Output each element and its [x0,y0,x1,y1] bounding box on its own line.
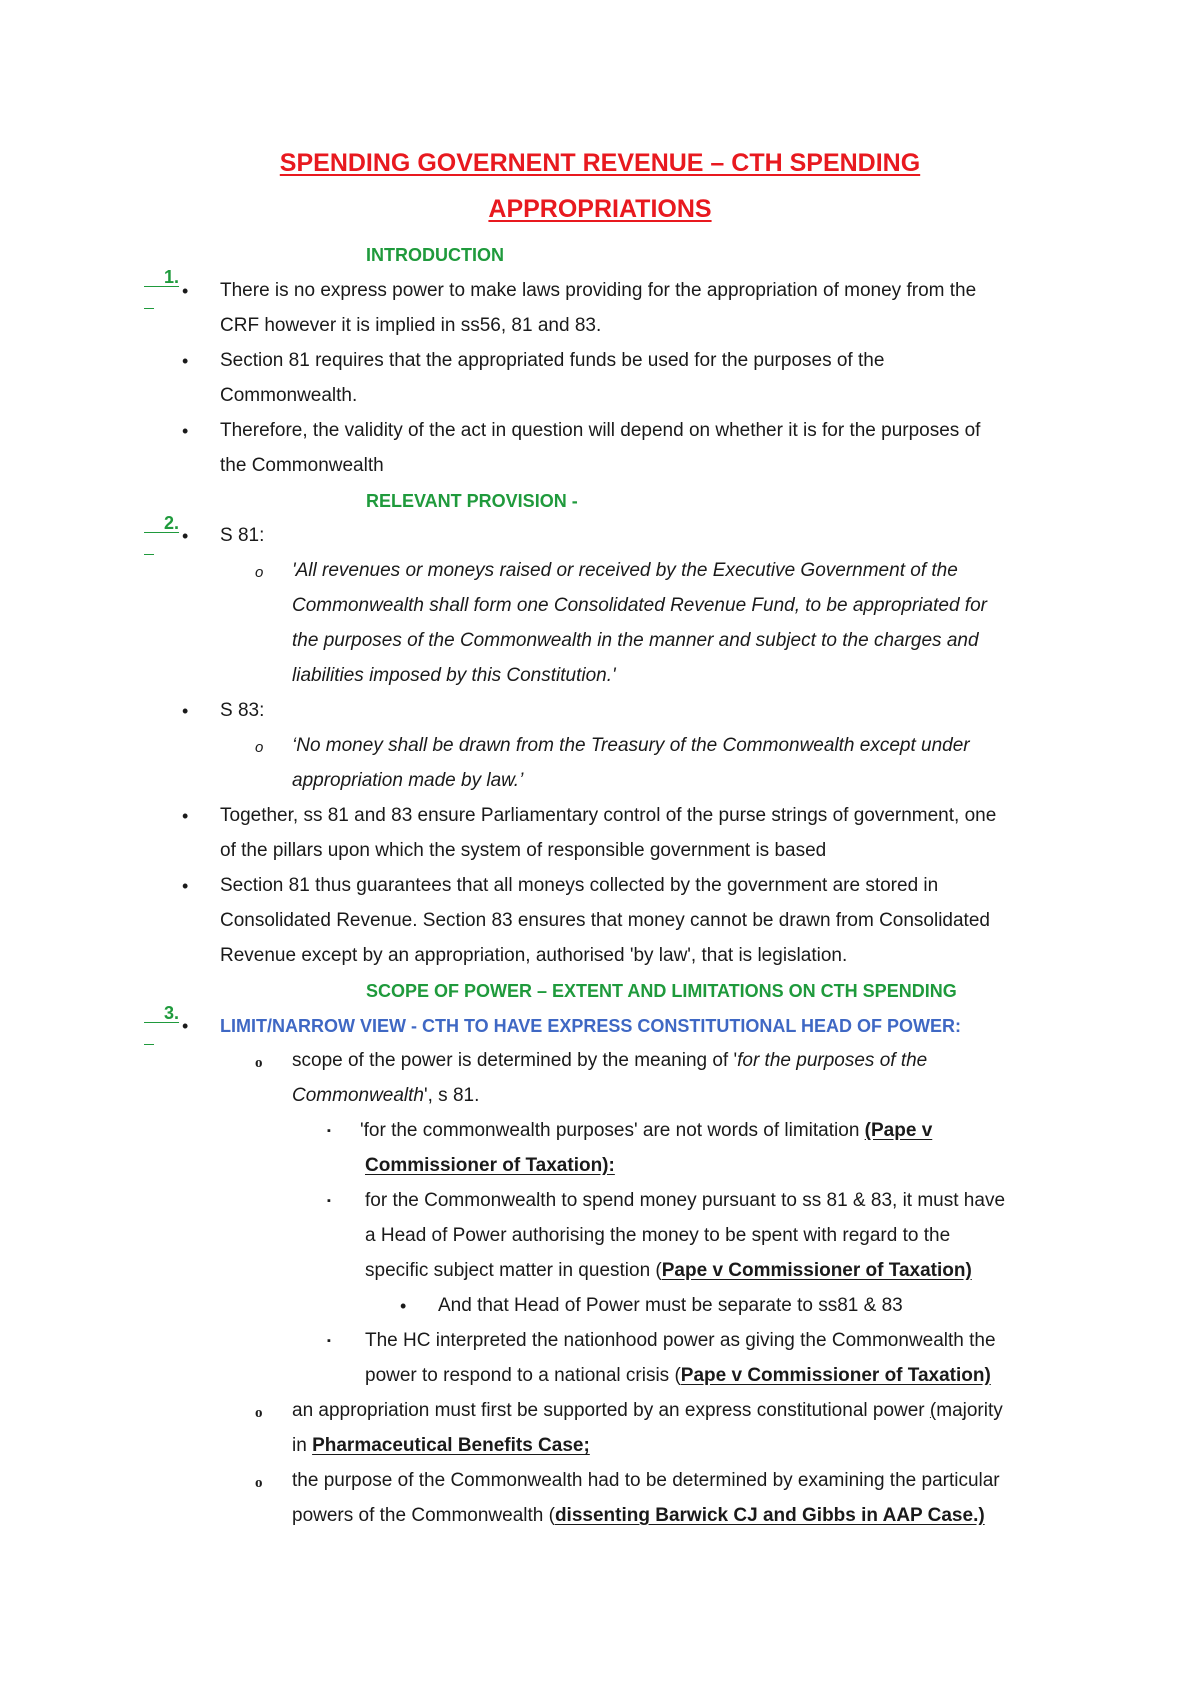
circle-bullet-icon: o [255,739,264,756]
scope-point-b-cont: in Pharmaceutical Benefits Case; [292,1435,590,1456]
quote-s83: appropriation made by law.’ [292,770,524,791]
quote-s81: 'All revenues or moneys raised or received by the Executive Government of the [292,560,958,581]
quote-s81: liabilities imposed by this Constitution.' [292,665,616,686]
section-number: 1. [164,267,180,287]
bullet-icon: • [182,281,189,301]
circle-bullet-icon: o [255,1405,263,1421]
intro-text: There is no express power to make laws providing for the appropriation of money from the [220,280,977,301]
section-title: INTRODUCTION [366,245,504,265]
quote-s81: Commonwealth shall form one Consolidated Revenue Fund, to be appropriated for [292,595,987,616]
square-bullet-icon: ▪ [327,1125,331,1137]
circle-bullet-icon: o [255,1475,263,1491]
section-title: SCOPE OF POWER – EXTENT AND LIMITATIONS ON CTH SPENDING [366,981,957,1001]
scope-point-c-cont: powers of the Commonwealth (dissenting Barwick CJ and Gibbs in AAP Case.) [292,1505,985,1526]
case-citation: Pape v Commissioner of Taxation) [680,1365,991,1386]
provision-text: of the pillars upon which the system of responsible government is based [220,840,827,861]
case-citation: Commissioner of Taxation): [365,1155,615,1176]
bullet-icon: • [182,421,189,441]
bullet-icon: • [182,701,189,721]
provision-text: Together, ss 81 and 83 ensure Parliamentary control of the purse strings of government, one [220,805,997,826]
provision-text: Section 81 thus guarantees that all moneys collected by the government are stored in [220,875,939,896]
scope-subsubpoint: And that Head of Power must be separate to ss81 & 83 [438,1295,903,1316]
bullet-icon: • [182,876,189,896]
intro-text: CRF however it is implied in ss56, 81 and 83. [220,315,602,336]
bullet-icon: • [182,351,189,371]
scope-subpoint: 'for the commonwealth purposes' are not words of limitation (Pape v [360,1120,933,1141]
scope-subpoint-cont: a Head of Power authorising the money to be spent with regard to the [365,1225,951,1246]
case-citation: (Pape v [864,1120,933,1141]
scope-point-a-cont: Commonwealth', s 81. [292,1085,480,1106]
document-title-line2: APPROPRIATIONS [488,195,712,223]
document-title-line1: SPENDING GOVERNENT REVENUE – CTH SPENDING [279,149,921,177]
provision-label-s81: S 81: [220,525,265,546]
scope-subpoint-cont [365,1154,615,1178]
intro-text: Therefore, the validity of the act in question will depend on whether it is for the purposes of [220,420,981,441]
provision-text: Revenue except by an appropriation, authorised 'by law', that is legislation. [220,945,848,966]
intro-text: Section 81 requires that the appropriated funds be used for the purposes of the [220,350,885,371]
scope-point-b: an appropriation must first be supported by an express constitutional power (majority [292,1400,1003,1421]
section-title: RELEVANT PROVISION - [366,491,578,511]
scope-subpoint-cont: power to respond to a national crisis (Pape v Commissioner of Taxation) [365,1365,991,1386]
provision-label-s83: S 83: [220,700,265,721]
quote-s83: ‘No money shall be drawn from the Treasury of the Commonwealth except under [292,735,970,756]
scope-subpoint: The HC interpreted the nationhood power as giving the Commonwealth the [365,1330,996,1351]
bullet-icon: • [182,1016,189,1036]
case-citation: Pharmaceutical Benefits Case; [312,1435,590,1456]
case-citation: Pape v Commissioner of Taxation) [661,1260,972,1281]
scope-subpoint-cont: specific subject matter in question (Pape v Commissioner of Taxation) [365,1260,972,1281]
bullet-icon: • [182,526,189,546]
square-bullet-icon: ▪ [327,1335,331,1347]
circle-bullet-icon: o [255,1055,263,1071]
intro-text: the Commonwealth [220,455,384,476]
provision-text: Consolidated Revenue. Section 83 ensures that money cannot be drawn from Consolidated [220,910,990,931]
bullet-icon: • [182,806,189,826]
section-number: 2. [164,513,180,533]
bullet-icon: • [400,1296,407,1316]
circle-bullet-icon: o [255,564,264,581]
scope-point-a: scope of the power is determined by the meaning of 'for the purposes of the [292,1050,928,1071]
section-number: 3. [164,1003,180,1023]
square-bullet-icon: ▪ [327,1195,331,1207]
limit-view-heading: LIMIT/NARROW VIEW - CTH TO HAVE EXPRESS CONSTITUTIONAL HEAD OF POWER: [220,1016,962,1036]
scope-point-c: the purpose of the Commonwealth had to be determined by examining the particular [292,1470,1000,1491]
intro-text: Commonwealth. [220,385,358,406]
scope-subpoint: for the Commonwealth to spend money pursuant to ss 81 & 83, it must have [365,1190,1006,1211]
quote-s81: the purposes of the Commonwealth in the manner and subject to the charges and [292,630,979,651]
case-citation: dissenting Barwick CJ and Gibbs in AAP Case.) [554,1505,985,1526]
section-heading-relevant-provision [144,490,610,556]
